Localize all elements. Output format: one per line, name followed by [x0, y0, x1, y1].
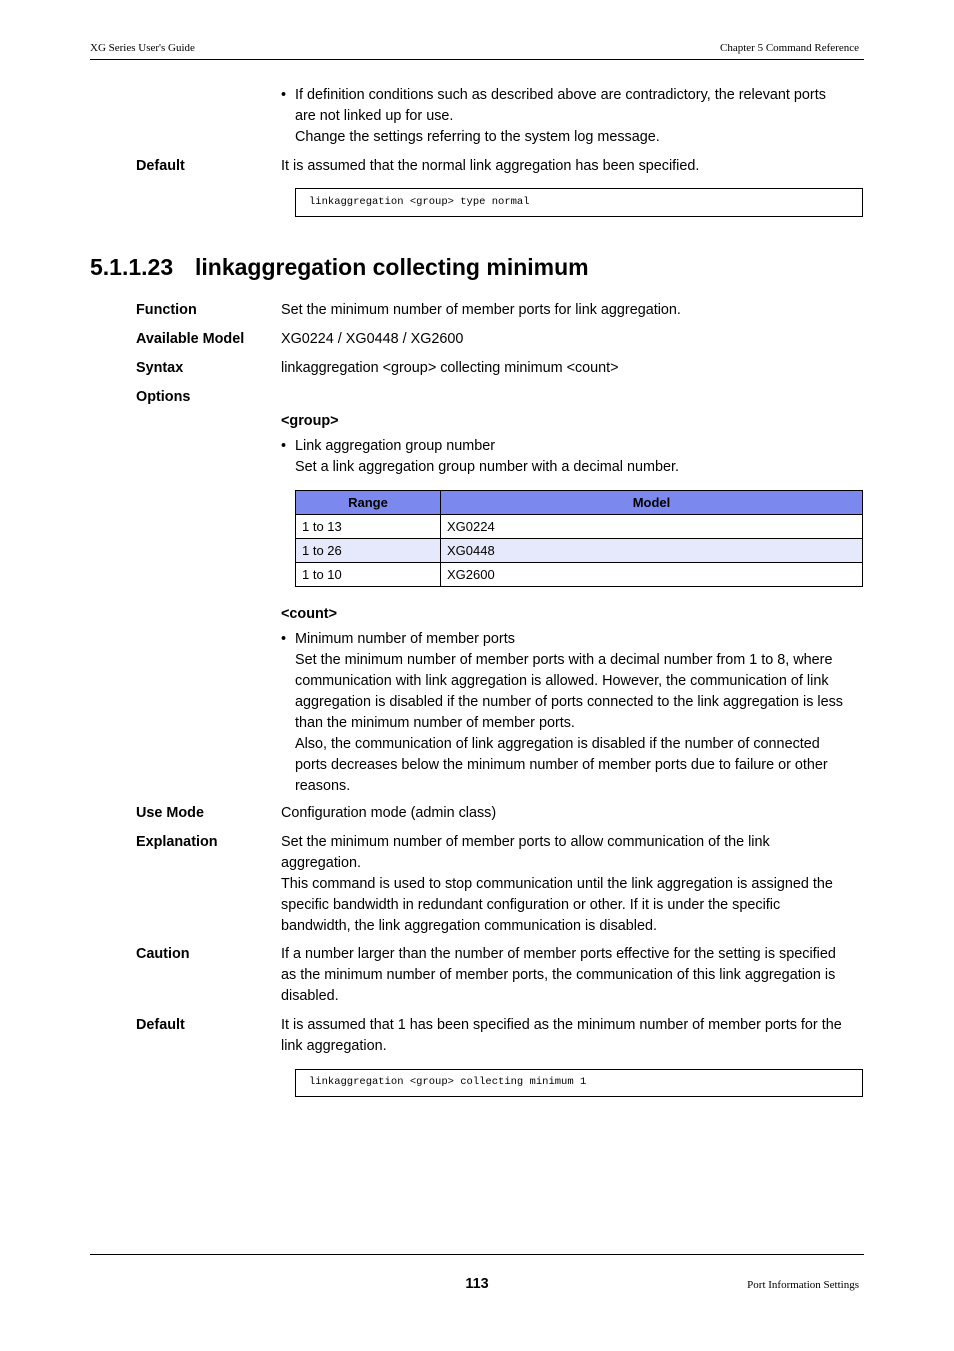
- options-label: Options: [136, 389, 191, 405]
- count-desc-line: Also, the communication of link aggregation is disabled if the number of connected: [295, 736, 820, 752]
- footer-divider: [90, 1254, 864, 1255]
- explanation-line: This command is used to stop communication until the link aggregation is assigned the: [281, 876, 833, 892]
- count-desc-line: ports decreases below the minimum number of member ports due to failure or other: [295, 757, 828, 773]
- group-range-table: [295, 490, 863, 587]
- count-heading: <count>: [281, 606, 337, 622]
- default-label: Default: [136, 1017, 185, 1033]
- default-line: It is assumed that 1 has been specified as the minimum number of member ports for the: [281, 1017, 842, 1033]
- table-cell-range: 1 to 26: [296, 539, 441, 563]
- table-row: [296, 515, 863, 539]
- page-number: 113: [465, 1276, 489, 1292]
- explanation-line: Set the minimum number of member ports to allow communication of the link: [281, 834, 770, 850]
- prev-bullet-line: are not linked up for use.: [295, 108, 454, 124]
- explanation-line: specific bandwidth in redundant configuration or other. If it is under the specific: [281, 897, 781, 913]
- explanation-line: bandwidth, the link aggregation communication is disabled.: [281, 918, 657, 934]
- table-header-row: [296, 491, 863, 515]
- function-text: Set the minimum number of member ports for link aggregation.: [281, 302, 681, 318]
- section-title-text: linkaggregation collecting minimum: [195, 254, 589, 280]
- prev-bullet-line: Change the settings referring to the system log message.: [295, 129, 660, 145]
- header-chapter: Chapter 5 Command Reference: [720, 42, 859, 54]
- prev-default-text: It is assumed that the normal link aggregation has been specified.: [281, 158, 700, 174]
- explanation-line: aggregation.: [281, 855, 362, 871]
- group-heading: <group>: [281, 413, 339, 429]
- caution-line: as the minimum number of member ports, the communication of this link aggregation is: [281, 967, 836, 983]
- group-desc: Set a link aggregation group number with a decimal number.: [295, 459, 679, 475]
- table-row: [296, 539, 863, 563]
- table-row: [296, 563, 863, 587]
- table-header-range: Range: [296, 491, 441, 515]
- model-text: XG0224 / XG0448 / XG2600: [281, 331, 464, 347]
- header-divider: [90, 59, 864, 60]
- default-text: [281, 1015, 863, 1057]
- table-cell-model: XG2600: [441, 563, 863, 587]
- explanation-label: Explanation: [136, 834, 218, 850]
- function-label: Function: [136, 302, 197, 318]
- table-cell-range: 1 to 10: [296, 563, 441, 587]
- count-desc-line: Set the minimum number of member ports with a decimal number from 1 to 8, where: [295, 652, 833, 668]
- caution-line: If a number larger than the number of member ports effective for the setting is specified: [281, 946, 836, 962]
- syntax-text: linkaggregation <group> collecting minimum <count>: [281, 360, 619, 376]
- syntax-label: Syntax: [136, 360, 184, 376]
- group-bullet-text: Link aggregation group number: [295, 438, 496, 454]
- prev-default-code: linkaggregation <group> type normal: [295, 188, 863, 217]
- bullet-dot-icon: •: [281, 438, 287, 454]
- caution-label: Caution: [136, 946, 190, 962]
- header-doc-title: XG Series User's Guide: [90, 42, 195, 54]
- count-desc-line: than the minimum number of member ports.: [295, 715, 575, 731]
- prev-default-label: Default: [136, 158, 185, 174]
- caution-line: disabled.: [281, 988, 339, 1004]
- bullet-dot-icon: •: [281, 87, 287, 103]
- use-mode-label: Use Mode: [136, 805, 204, 821]
- section-title: [90, 252, 589, 282]
- table-cell-range: 1 to 13: [296, 515, 441, 539]
- count-bullet: [281, 629, 863, 797]
- default-code: linkaggregation <group> collecting minimum 1: [295, 1069, 863, 1097]
- caution-text: [281, 944, 863, 1007]
- prev-bullet: [281, 85, 863, 148]
- count-desc-line: reasons.: [295, 778, 351, 794]
- table-cell-model: XG0448: [441, 539, 863, 563]
- table-header-model: Model: [441, 491, 863, 515]
- count-desc-line: communication with link aggregation is allowed. However, the communication of link: [295, 673, 829, 689]
- prev-bullet-line: If definition conditions such as described above are contradictory, the relevant ports: [295, 87, 826, 103]
- section-number: 5.1.1.23: [90, 254, 174, 280]
- count-desc-line: aggregation is disabled if the number of ports connected to the link aggregation is less: [295, 694, 843, 710]
- default-line: link aggregation.: [281, 1038, 387, 1054]
- count-bullet-text: Minimum number of member ports: [295, 631, 515, 647]
- model-label: Available Model: [136, 331, 245, 347]
- use-mode-text: Configuration mode (admin class): [281, 805, 497, 821]
- footer-section-name: Port Information Settings: [747, 1279, 859, 1291]
- group-bullet: [281, 436, 863, 478]
- bullet-dot-icon: •: [281, 631, 287, 647]
- explanation-text: [281, 832, 863, 937]
- table-cell-model: XG0224: [441, 515, 863, 539]
